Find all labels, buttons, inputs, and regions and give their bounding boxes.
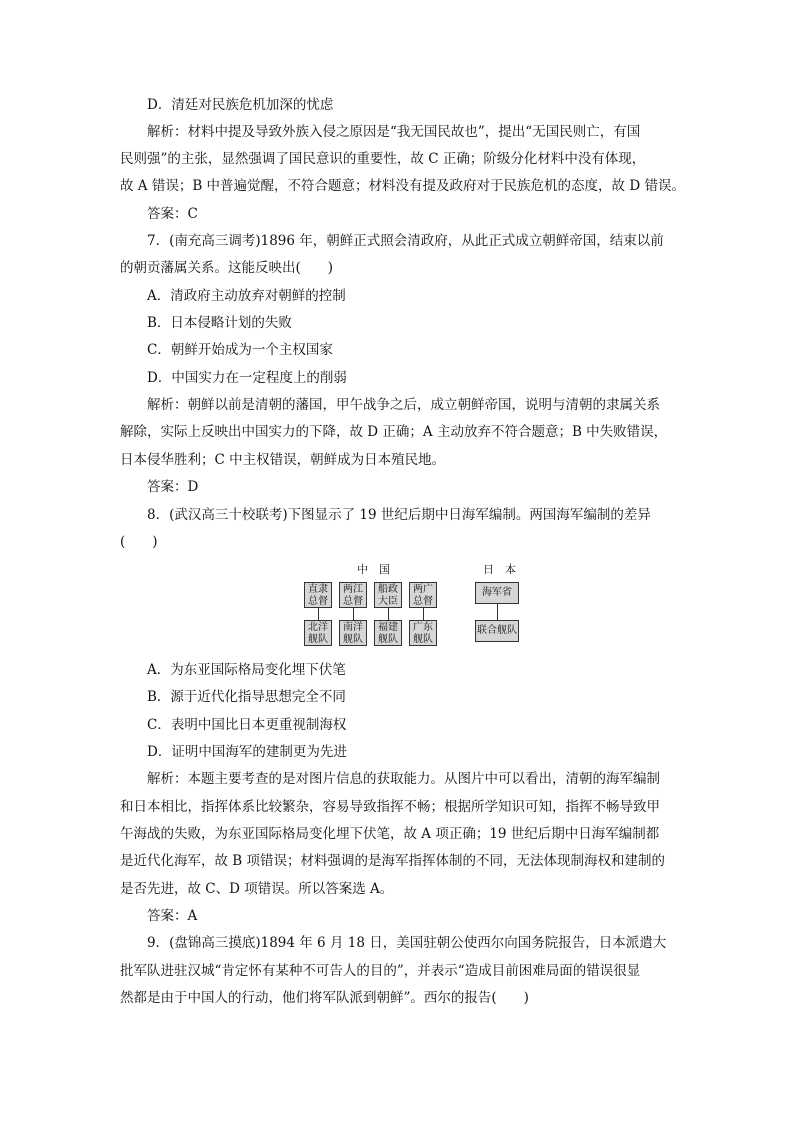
china-bottom-box-2: 南洋 舰队 — [339, 620, 367, 646]
q7-analysis-line-1: 解析：朝鲜以前是清朝的藩国，甲午战争之后，成立朝鲜帝国，说明与清朝的隶属关系 — [147, 397, 660, 413]
china-bottom-box-1: 北洋 舰队 — [304, 620, 332, 646]
q8-analysis-line-1: 解析：本题主要考查的是对图片信息的获取能力。从图片中可以看出，清朝的海军编制 — [147, 771, 660, 787]
q7-analysis-line-3: 日本侵华胜利；C 中主权错误，朝鲜成为日本殖民地。 — [120, 452, 446, 468]
q6-analysis-line-3: 故 A 错误；B 中普遍觉醒，不符合题意；材料没有提及政府对于民族危机的态度，故 D 错误。 — [120, 178, 685, 194]
q6-analysis-line-2: 民则强”的主张，显然强调了国民意识的重要性，故 C 正确；阶级分化材料中没有体现， — [120, 151, 646, 167]
q7-option-c: C．朝鲜开始成为一个主权国家 — [147, 342, 333, 358]
q6-answer: 答案：C — [147, 206, 198, 222]
q9-stem-line-1: 9．(盘锦高三摸底)1894 年 6 月 18 日，美国驻朝公使西尔向国务院报告，日本派遣大 — [147, 935, 667, 951]
japan-label: 日 本 — [483, 563, 516, 576]
china-top-box-1: 直隶 总督 — [304, 582, 332, 608]
q7-answer: 答案：D — [147, 479, 199, 495]
china-top-box-2: 两江 总督 — [339, 582, 367, 608]
china-label: 中 国 — [357, 563, 390, 576]
q6-option-d: D．清廷对民族危机加深的忧虑 — [147, 97, 334, 113]
connector — [353, 608, 354, 620]
japan-top-box: 海军省 — [475, 582, 519, 604]
q8-stem-line-2: ( ) — [120, 534, 158, 550]
q8-analysis-line-5: 是否先进，故 C、D 项错误。所以答案选 A。 — [120, 881, 394, 897]
connector — [423, 608, 424, 620]
q7-stem-line-1: 7．(南充高三调考)1896 年，朝鲜正式照会清政府，从此正式成立朝鲜帝国，结束以前 — [147, 233, 664, 249]
q9-stem-line-2: 批军队进驻汉城“肯定怀有某种不可告人的目的”，并表示“造成目前困难局面的错误很显 — [120, 963, 641, 979]
q7-option-d: D．中国实力在一定程度上的削弱 — [147, 370, 347, 386]
q8-option-b: B．源于近代化指导思想完全不同 — [147, 689, 346, 705]
china-top-box-4: 两广 总督 — [409, 582, 437, 608]
q8-option-d: D．证明中国海军的建制更为先进 — [147, 744, 347, 760]
china-bottom-box-3: 福建 舰队 — [374, 620, 402, 646]
q7-stem-line-2: 的朝贡藩属关系。这能反映出( ) — [120, 260, 334, 276]
connector — [318, 608, 319, 620]
q8-option-a: A．为东亚国际格局变化埋下伏笔 — [147, 662, 346, 678]
q8-analysis-line-4: 是近代化海军，故 B 项错误；材料强调的是海军指挥体制的不同，无法体现制海权和建制的 — [120, 853, 666, 869]
connector — [497, 604, 498, 620]
q7-option-a: A．清政府主动放弃对朝鲜的控制 — [147, 288, 346, 304]
q8-analysis-line-3: 午海战的失败，为东亚国际格局变化埋下伏笔，故 A 项正确；19 世纪后期中日海军编制都 — [120, 826, 660, 842]
q7-analysis-line-2: 解除，实际上反映出中国实力的下降，故 D 正确；A 主动放弃不符合题意；B 中失败错误， — [120, 424, 668, 440]
q8-option-c: C．表明中国比日本更重视制海权 — [147, 717, 347, 733]
q8-analysis-line-2: 和日本相比，指挥体系比较繁杂，容易导致指挥不畅；根据所学知识可知，指挥不畅导致甲 — [120, 799, 660, 815]
china-bottom-box-4: 广东 舰队 — [409, 620, 437, 646]
q9-stem-line-3: 然都是由于中国人的行动，他们将军队派到朝鲜”。西尔的报告( ) — [120, 990, 529, 1006]
china-top-box-3: 船政 大臣 — [374, 582, 402, 608]
japan-bottom-box: 联合舰队 — [475, 620, 519, 642]
q6-analysis-line-1: 解析：材料中提及导致外族入侵之原因是“我无国民故也”，提出“无国民则亡，有国 — [147, 124, 641, 140]
connector — [388, 608, 389, 620]
q7-option-b: B．日本侵略计划的失败 — [147, 315, 292, 331]
q8-answer: 答案：A — [147, 908, 198, 924]
q8-stem-line-1: 8．(武汉高三十校联考)下图显示了 19 世纪后期中日海军编制。两国海军编制的差异 — [147, 507, 651, 523]
navy-organization-diagram — [300, 562, 530, 652]
